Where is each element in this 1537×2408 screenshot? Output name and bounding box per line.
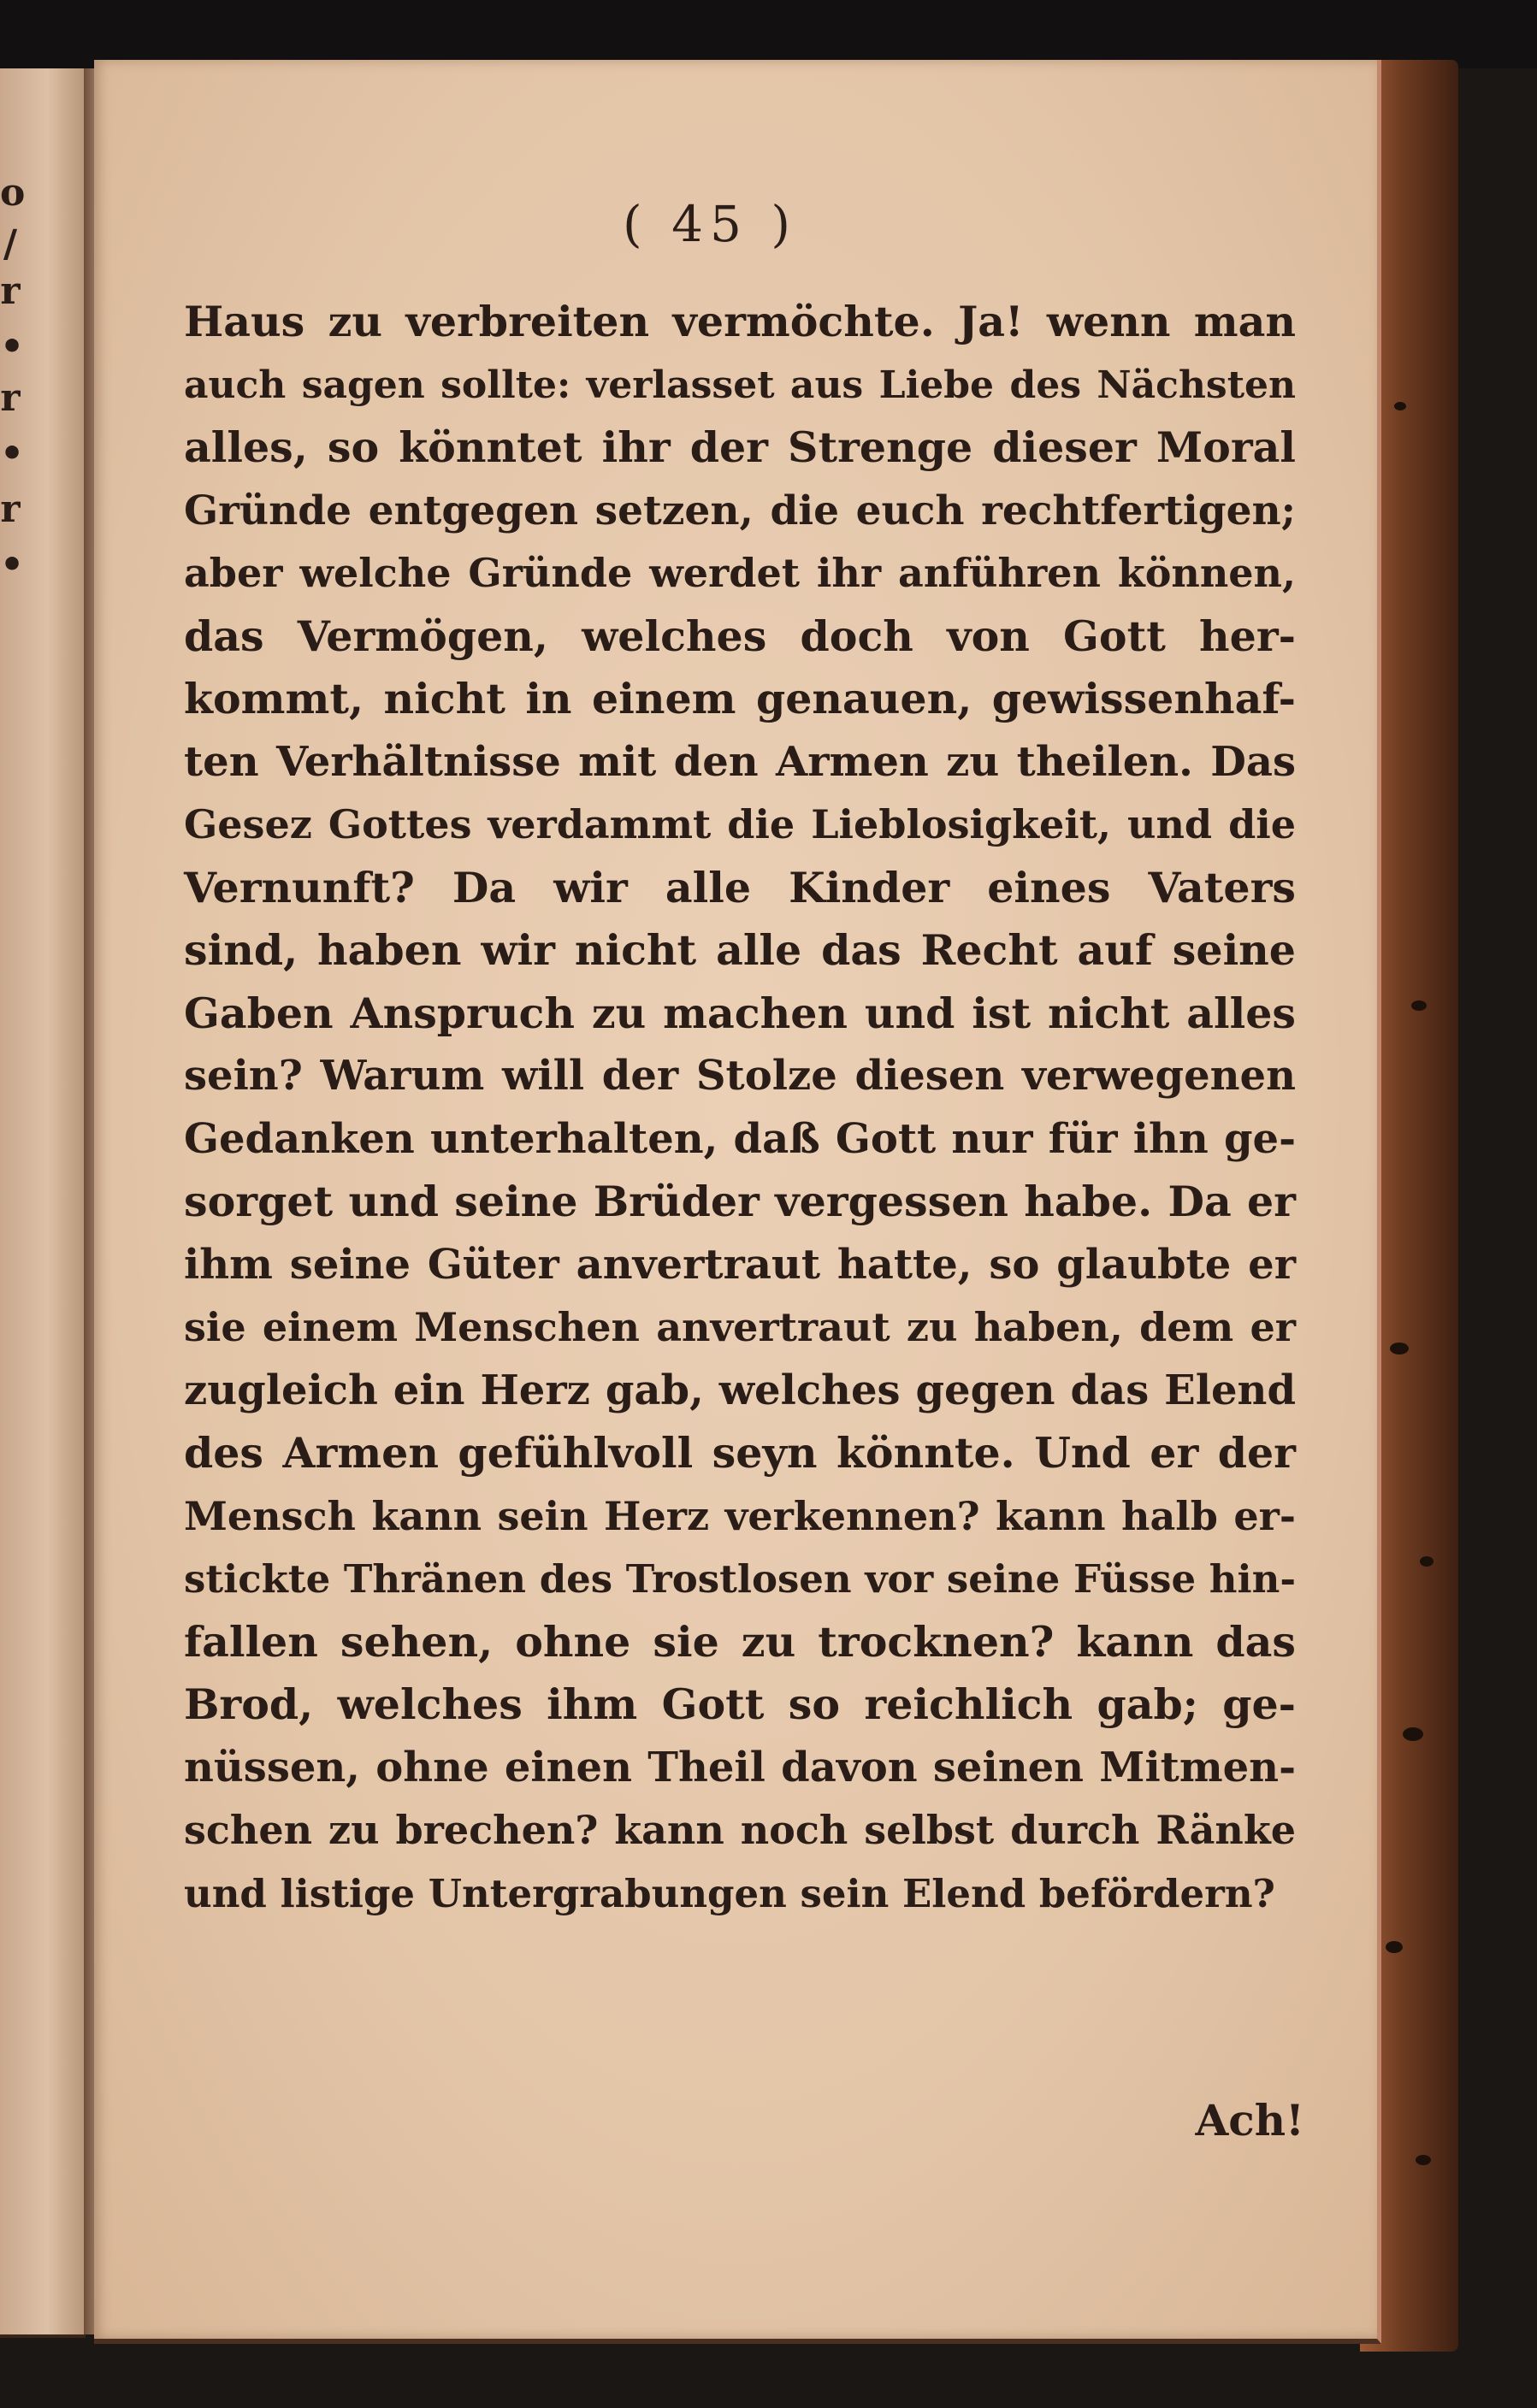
scan-background — [0, 0, 1537, 68]
left-page-edge — [0, 68, 86, 2338]
left-page-mark: • — [0, 543, 25, 587]
text-line: Gedanken unterhalten, daß Gott nur für ihn ge- — [184, 1114, 1296, 1163]
text-line: des Armen gefühlvoll seyn könnte. Und er der — [184, 1428, 1296, 1478]
left-page-mark: r — [0, 269, 21, 313]
right-page — [94, 60, 1381, 2344]
page-number: ( 45 ) — [623, 195, 797, 253]
text-line: auch sagen sollte: verlasset aus Liebe des Nächsten — [184, 363, 1296, 407]
text-line: zugleich ein Herz gab, welches gegen das Elend — [184, 1366, 1296, 1414]
cover-speck — [1394, 402, 1406, 410]
left-page-mark: • — [0, 325, 25, 369]
text-line: kommt, nicht in einem genauen, gewissenhaf- — [184, 674, 1296, 723]
text-line: schen zu brechen? kann noch selbst durch Ränke — [184, 1807, 1296, 1853]
text-line: sind, haben wir nicht alle das Recht auf seine — [184, 925, 1296, 975]
cover-speck — [1390, 1343, 1409, 1354]
text-line: sie einem Menschen anvertraut zu haben, dem er — [184, 1304, 1296, 1350]
cover-speck — [1403, 1727, 1423, 1741]
text-line: stickte Thränen des Trostlosen vor seine Füsse hin- — [184, 1556, 1296, 1602]
text-line: sein? Warum will der Stolze diesen verwegenen — [184, 1052, 1296, 1100]
cover-speck — [1411, 1000, 1427, 1011]
cover-speck — [1386, 1941, 1403, 1953]
text-line: alles, so könntet ihr der Strenge dieser Moral — [184, 422, 1296, 472]
text-line: ihm seine Güter anvertraut hatte, so glaubte er — [184, 1240, 1296, 1289]
text-line: das Vermögen, welches doch von Gott her- — [184, 611, 1296, 661]
cover-speck — [1420, 1556, 1434, 1567]
left-page-mark: / — [3, 222, 18, 266]
text-line: Vernunft? Da wir alle Kinder eines Vaters — [184, 862, 1296, 912]
text-line: und listige Untergrabungen sein Elend befördern? — [184, 1870, 1275, 1916]
text-line: sorget und seine Brüder vergessen habe. Da er — [184, 1177, 1296, 1226]
text-line: fallen sehen, ohne sie zu trocknen? kann das — [184, 1616, 1296, 1667]
text-line: nüssen, ohne einen Theil davon seinen Mitmen- — [184, 1743, 1296, 1791]
text-line: ten Verhältnisse mit den Armen zu theilen. Das — [184, 737, 1296, 786]
left-page-mark: o — [0, 171, 26, 215]
text-line: Gesez Gottes verdammt die Lieblosigkeit, und die — [184, 801, 1296, 847]
body-text — [184, 291, 1296, 1925]
catchword: Ach! — [1195, 2095, 1304, 2145]
text-line: Haus zu verbreiten vermöchte. Ja! wenn man — [184, 297, 1296, 346]
left-page-mark: r — [0, 487, 21, 531]
text-line: aber welche Gründe werdet ihr anführen können, — [184, 550, 1296, 596]
cover-speck — [1416, 2155, 1431, 2165]
text-line: Gaben Anspruch zu machen und ist nicht alles — [184, 988, 1296, 1038]
left-page-mark: • — [0, 432, 25, 475]
left-page-mark: r — [0, 376, 21, 420]
text-line: Gründe entgegen setzen, die euch rechtfertigen; — [184, 487, 1296, 534]
text-line: Brod, welches ihm Gott so reichlich gab; ge- — [184, 1679, 1296, 1729]
text-line: Mensch kann sein Herz verkennen? kann halb er- — [184, 1492, 1296, 1539]
